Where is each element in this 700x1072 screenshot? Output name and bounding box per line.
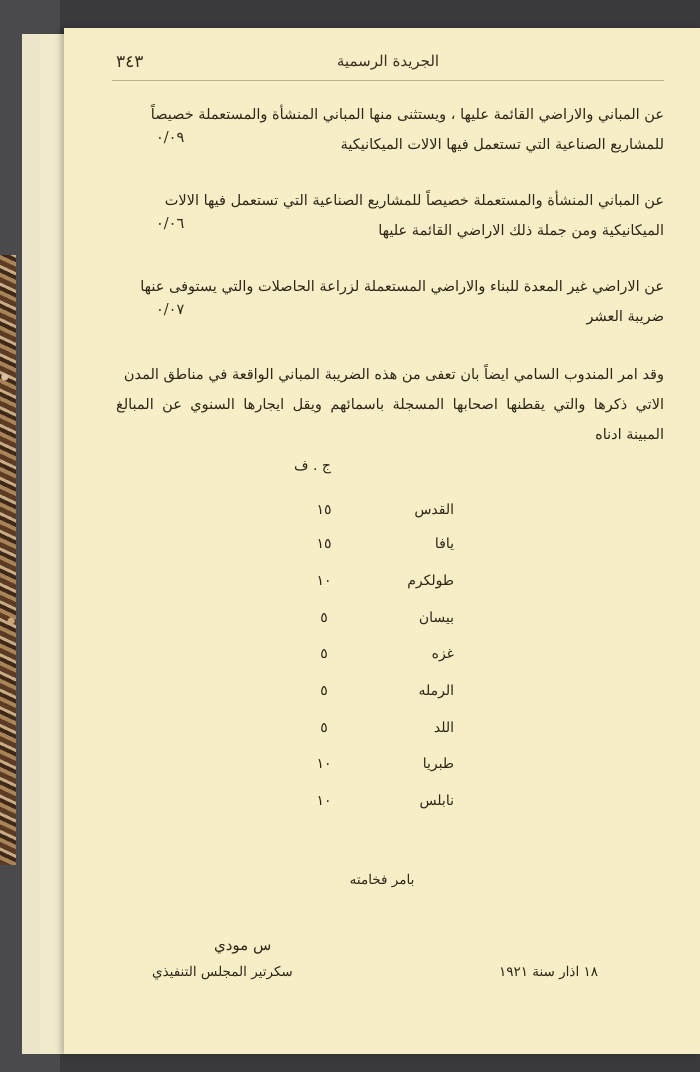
table-row <box>64 793 700 817</box>
table-row <box>64 502 700 526</box>
order-line: بامر فخامته <box>349 872 415 888</box>
paragraph-4 <box>116 360 664 450</box>
rate-value: ٠/٠٦ <box>156 216 185 232</box>
town-name: يافا <box>434 536 454 552</box>
table-row <box>64 646 700 670</box>
town-name: طبريا <box>422 756 454 772</box>
journal-title: الجريدة الرسمية <box>336 52 440 70</box>
town-name: بيسان <box>418 610 454 626</box>
paragraph-line: عن المباني المنشأة والمستعملة خصيصاً للمشاريع الصناعية التي تستعمل فيها الالات <box>164 193 664 209</box>
town-name: طولكرم <box>407 573 454 589</box>
paragraph-line: للمشاريع الصناعية التي تستعمل فيها الالات الميكانيكية <box>340 137 664 153</box>
signatory-name: س مودي <box>214 936 272 954</box>
page-number: ٣٤٣ <box>116 52 144 72</box>
paragraph-2 <box>116 186 664 246</box>
table-row <box>64 536 700 560</box>
town-value: ١٠ <box>316 793 332 809</box>
town-value: ١٥ <box>316 502 332 518</box>
town-value: ٥ <box>320 610 328 626</box>
town-name: اللد <box>433 720 454 736</box>
town-name: غزه <box>431 646 454 662</box>
paragraph-line: الميكانيكية ومن جملة ذلك الاراضي القائمة عليها <box>378 223 664 239</box>
rate-value: ٠/٠٩ <box>156 130 185 146</box>
signatory-title: سكرتير المجلس التنفيذي <box>152 964 293 980</box>
marbled-page-edge <box>0 255 16 865</box>
town-value: ٥ <box>320 720 328 736</box>
town-value: ١٠ <box>316 573 332 589</box>
table-unit-header: ج . ف <box>294 458 331 474</box>
paragraph-line: عن المباني والاراضي القائمة عليها ، ويستثنى منها المباني المنشأة والمستعملة خصيصاً <box>150 107 664 123</box>
town-value: ١٥ <box>316 536 332 552</box>
paragraph-3 <box>116 272 664 332</box>
table-row <box>64 610 700 634</box>
town-value: ٥ <box>320 646 328 662</box>
document-date: ١٨ اذار سنة ١٩٢١ <box>498 964 598 980</box>
rate-value: ٠/٠٧ <box>156 302 185 318</box>
paragraph-line: عن الاراضي غير المعدة للبناء والاراضي المستعملة لزراعة الحاصلات والتي يستوفى عنها <box>140 279 664 295</box>
paragraph-line: وقد امر المندوب السامي ايضاً بان تعفى من هذه الضريبة المباني الواقعة في مناطق المدن <box>123 367 664 383</box>
paragraph-line: ضريبة العشر <box>586 309 664 325</box>
table-row <box>64 756 700 780</box>
town-name: القدس <box>414 502 454 518</box>
table-row <box>64 720 700 744</box>
paragraph-1 <box>116 100 664 160</box>
town-name: الرمله <box>418 683 454 699</box>
table-row <box>64 683 700 707</box>
paragraph-line: الاتي ذكرها والتي يقطنها اصحابها المسجلة باسمائهم ويقل ايجارها السنوي عن المبالغ المبينة ادناه <box>116 397 664 443</box>
town-value: ١٠ <box>316 756 332 772</box>
town-name: نابلس <box>419 793 454 809</box>
document-page <box>64 28 700 1054</box>
table-row <box>64 573 700 597</box>
town-value: ٥ <box>320 683 328 699</box>
page-header <box>112 50 664 81</box>
